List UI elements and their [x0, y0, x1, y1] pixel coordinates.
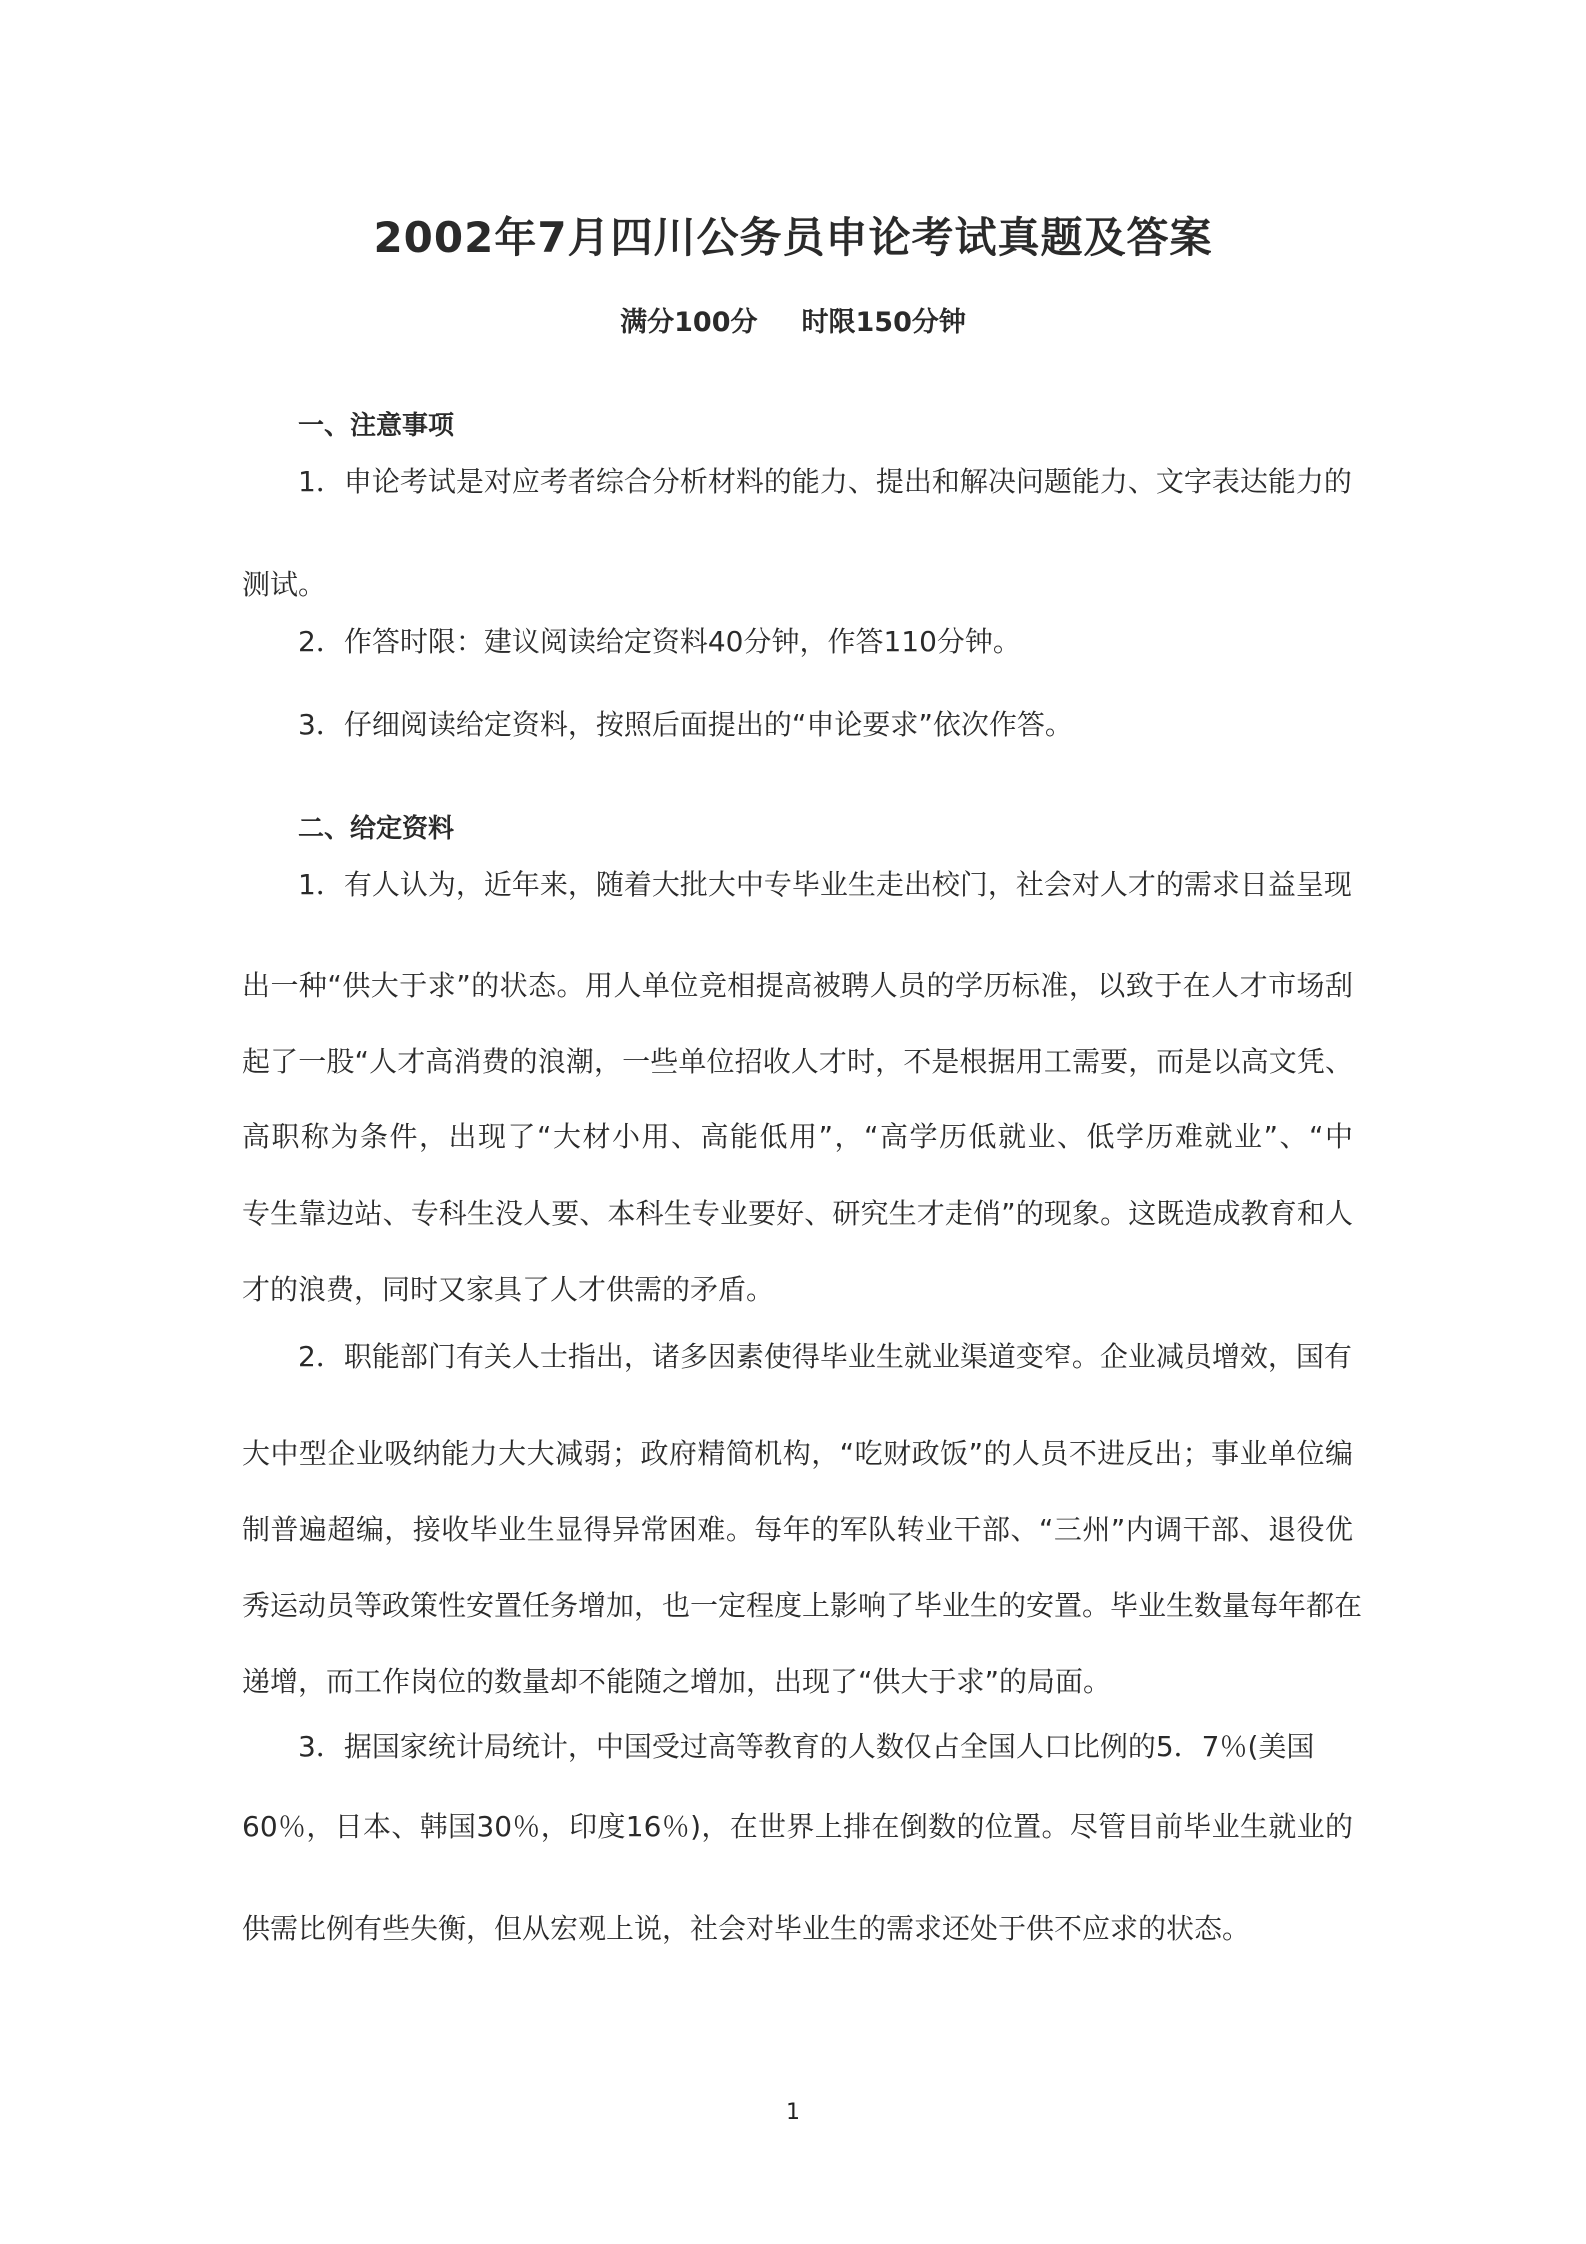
time-limit: 时限150分钟 [801, 307, 966, 338]
section-heading-notes: 一、注意事项 [298, 411, 455, 441]
paragraph-line: 2．职能部门有关人士指出，诸多因素使得毕业生就业渠道变窄。企业减员增效，国有 [298, 1340, 1352, 1373]
paragraph-line: 1．申论考试是对应考者综合分析材料的能力、提出和解决问题能力、文字表达能力的 [298, 465, 1352, 498]
paragraph-line: 供需比例有些失衡，但从宏观上说，社会对毕业生的需求还处于供不应求的状态。 [242, 1912, 1251, 1945]
paragraph-line: 制普遍超编，接收毕业生显得异常困难。每年的军队转业干部、“三州”内调干部、退役优 [242, 1513, 1353, 1546]
paragraph-line: 2．作答时限：建议阅读给定资料40分钟，作答110分钟。 [298, 625, 1021, 658]
full-score: 满分100分 [620, 307, 758, 338]
paragraph-line: 递增，而工作岗位的数量却不能随之增加，出现了“供大于求”的局面。 [242, 1665, 1112, 1698]
paragraph-line: 才的浪费，同时又家具了人才供需的矛盾。 [242, 1273, 775, 1306]
paragraph-line: 3．仔细阅读给定资料，按照后面提出的“申论要求”依次作答。 [298, 708, 1073, 741]
document-subtitle [0, 300, 1586, 339]
section-heading-materials: 二、给定资料 [298, 814, 455, 844]
paragraph-line: 测试。 [242, 568, 327, 601]
paragraph-line: 高职称为条件，出现了“大材小用、高能低用”，“高学历低就业、低学历难就业”、“中 [242, 1120, 1353, 1153]
paragraph-line: 60％，日本、韩国30％，印度16％)，在世界上排在倒数的位置。尽管目前毕业生就业的 [242, 1810, 1353, 1843]
page-number: 1 [786, 2100, 800, 2125]
paragraph-line: 大中型企业吸纳能力大大减弱；政府精简机构，“吃财政饭”的人员不进反出；事业单位编 [242, 1437, 1353, 1470]
paragraph-line: 3．据国家统计局统计，中国受过高等教育的人数仅占全国人口比例的5．7％(美国 [298, 1730, 1315, 1763]
paragraph-line: 1．有人认为，近年来，随着大批大中专毕业生走出校门，社会对人才的需求日益呈现 [298, 868, 1352, 901]
document-title: 2002年7月四川公务员申论考试真题及答案 [373, 213, 1213, 262]
paragraph-line: 秀运动员等政策性安置任务增加，也一定程度上影响了毕业生的安置。毕业生数量每年都在 [242, 1589, 1363, 1622]
paragraph-line: 出一种“供大于求”的状态。用人单位竞相提高被聘人员的学历标准，以致于在人才市场刮 [242, 969, 1353, 1002]
paragraph-line: 起了一股“人才高消费的浪潮，一些单位招收人才时，不是根据用工需要，而是以高文凭、 [242, 1045, 1353, 1078]
paragraph-line: 专生靠边站、专科生没人要、本科生专业要好、研究生才走俏”的现象。这既造成教育和人 [242, 1197, 1353, 1230]
